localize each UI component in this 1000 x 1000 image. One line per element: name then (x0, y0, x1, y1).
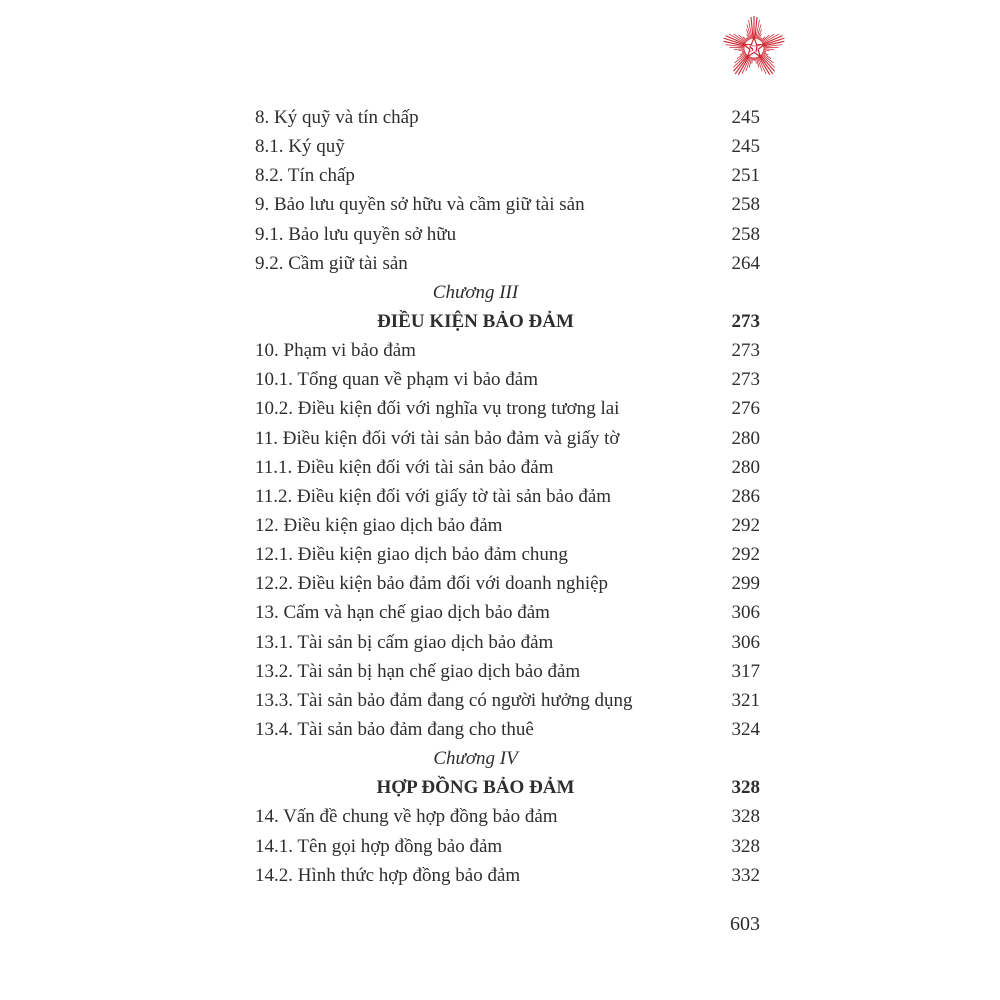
toc-entry-label: 14. Vấn đề chung về hợp đồng bảo đảm (255, 806, 558, 828)
toc-entry (255, 190, 760, 219)
toc-entry-page: 317 (731, 660, 760, 682)
toc-entry (255, 628, 760, 657)
toc-entry-label: 13. Cấm và hạn chế giao dịch bảo đảm (255, 602, 550, 624)
toc-entry-label: 11.2. Điều kiện đối với giấy tờ tài sản bảo đảm (255, 485, 612, 507)
toc-entry (255, 132, 760, 161)
toc-entry (255, 511, 760, 540)
toc-entry (255, 540, 760, 569)
toc-chapter-label (255, 278, 760, 307)
toc-entry-label: 14.2. Hình thức hợp đồng bảo đảm (255, 864, 521, 886)
toc-entry (255, 802, 760, 831)
toc-entry-label: Chương III (432, 281, 519, 303)
toc-entry-label: 10.1. Tổng quan về phạm vi bảo đảm (255, 369, 539, 391)
toc-entry-page: 273 (731, 340, 760, 362)
toc-entry-page: 292 (731, 514, 760, 536)
toc-chapter-title (255, 307, 760, 336)
toc-entry-label: 11. Điều kiện đối với tài sản bảo đảm và giấy tờ (255, 427, 620, 449)
toc-entry-page: 264 (731, 252, 760, 274)
toc-entry (255, 482, 760, 511)
svg-text:ST: ST (748, 43, 760, 54)
toc-entry-label: HỢP ĐỒNG BẢO ĐẢM (376, 777, 575, 799)
toc-entry (255, 161, 760, 190)
toc-entry-page: 292 (731, 544, 760, 566)
toc-entry (255, 424, 760, 453)
toc-entry (255, 598, 760, 627)
toc-entry-label: 10. Phạm vi bảo đảm (255, 340, 416, 362)
toc-entry-label: 13.3. Tài sản bảo đảm đang có người hưởng dụng (255, 689, 633, 711)
toc-entry-label: 14.1. Tên gọi hợp đồng bảo đảm (255, 835, 503, 857)
table-of-contents (255, 103, 760, 890)
toc-entry-label: 13.4. Tài sản bảo đảm đang cho thuê (255, 718, 534, 740)
toc-entry-page: 306 (731, 631, 760, 653)
toc-entry-page: 251 (731, 165, 760, 187)
toc-entry-page: 328 (731, 777, 760, 799)
toc-chapter-title (255, 773, 760, 802)
toc-entry-page: 306 (731, 602, 760, 624)
toc-entry-label: 12.2. Điều kiện bảo đảm đối với doanh nghiệp (255, 573, 609, 595)
folio-page-number: 603 (730, 913, 760, 935)
toc-entry (255, 715, 760, 744)
toc-entry (255, 220, 760, 249)
toc-entry (255, 365, 760, 394)
toc-entry-page: 245 (731, 136, 760, 158)
toc-entry-page: 332 (731, 864, 760, 886)
toc-entry-page: 258 (731, 194, 760, 216)
toc-entry-page: 276 (731, 398, 760, 420)
toc-entry-label: 11.1. Điều kiện đối với tài sản bảo đảm (255, 456, 554, 478)
toc-entry-label: 12. Điều kiện giao dịch bảo đảm (255, 514, 503, 536)
toc-entry (255, 394, 760, 423)
toc-entry (255, 453, 760, 482)
toc-entry-label: 13.1. Tài sản bị cấm giao dịch bảo đảm (255, 631, 554, 653)
toc-entry-page: 280 (731, 456, 760, 478)
toc-entry-label: 12.1. Điều kiện giao dịch bảo đảm chung (255, 544, 568, 566)
publisher-star-logo (714, 14, 794, 86)
toc-entry-page: 328 (731, 835, 760, 857)
toc-entry (255, 103, 760, 132)
toc-entry-page: 258 (731, 223, 760, 245)
toc-entry-label: Chương IV (433, 748, 518, 770)
toc-entry-label: 10.2. Điều kiện đối với nghĩa vụ trong tương lai (255, 398, 620, 420)
toc-entry (255, 832, 760, 861)
toc-entry-label: 9.2. Cầm giữ tài sản (255, 252, 408, 274)
toc-entry (255, 336, 760, 365)
toc-entry-label: 13.2. Tài sản bị hạn chế giao dịch bảo đảm (255, 660, 581, 682)
toc-entry (255, 249, 760, 278)
toc-entry-label: 9.1. Bảo lưu quyền sở hữu (255, 223, 457, 245)
toc-entry (255, 569, 760, 598)
toc-entry-page: 321 (731, 689, 760, 711)
toc-entry-page: 299 (731, 573, 760, 595)
toc-entry (255, 861, 760, 890)
toc-entry-page: 273 (731, 369, 760, 391)
toc-entry-page: 280 (731, 427, 760, 449)
toc-entry-page: 273 (731, 310, 760, 332)
toc-entry-page: 245 (731, 107, 760, 128)
toc-entry-label: 9. Bảo lưu quyền sở hữu và cầm giữ tài sản (255, 194, 585, 216)
toc-entry-page: 324 (731, 718, 760, 740)
toc-entry-label: 8.1. Ký quỹ (255, 136, 345, 158)
toc-entry-page: 286 (731, 485, 760, 507)
toc-entry (255, 686, 760, 715)
toc-entry (255, 657, 760, 686)
star-burst-icon (714, 14, 794, 86)
toc-entry-label: 8. Ký quỹ và tín chấp (255, 107, 419, 128)
toc-entry-page: 328 (731, 806, 760, 828)
toc-chapter-label (255, 744, 760, 773)
toc-entry-label: ĐIỀU KIỆN BẢO ĐẢM (377, 310, 574, 332)
toc-entry-label: 8.2. Tín chấp (255, 165, 355, 187)
